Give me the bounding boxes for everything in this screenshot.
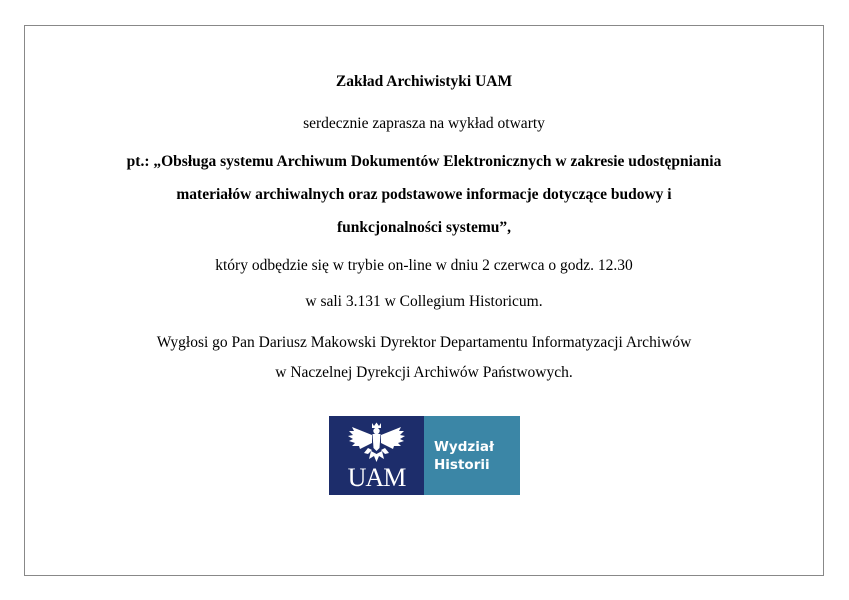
event-location-line: w sali 3.131 w Collegium Historicum. — [305, 293, 543, 310]
faculty-name-line-2: Historii — [434, 456, 490, 473]
speaker-line-2: w Naczelnej Dyrekcji Archiwów Państwowych. — [275, 364, 573, 381]
speaker-line-1: Wygłosi go Pan Dariusz Makowski Dyrektor Departamentu Informatyzacji Archiwów — [156, 334, 692, 351]
organizer-heading: Zakład Archiwistyki UAM — [335, 73, 513, 90]
faculty-logo — [329, 416, 520, 495]
lecture-title-line-2: materiałów archiwalnych oraz podstawowe informacje dotyczące budowy i — [176, 186, 672, 203]
logo-faculty-panel — [424, 416, 520, 495]
lecture-title-line-1: pt.: „Obsługa systemu Archiwum Dokumentów Elektronicznych w zakresie udostępniania — [126, 153, 722, 170]
uam-wordmark: UAM — [347, 463, 406, 492]
event-date-line: który odbędzie się w trybie on-line w dniu 2 czerwca o godz. 12.30 — [215, 257, 633, 274]
logo-emblem-panel — [329, 416, 424, 495]
eagle-icon — [346, 421, 407, 465]
invitation-text: serdecznie zaprasza na wykład otwarty — [303, 115, 545, 132]
lecture-title-line-3: funkcjonalności systemu”, — [337, 219, 511, 236]
faculty-name-line-1: Wydział — [434, 438, 494, 455]
